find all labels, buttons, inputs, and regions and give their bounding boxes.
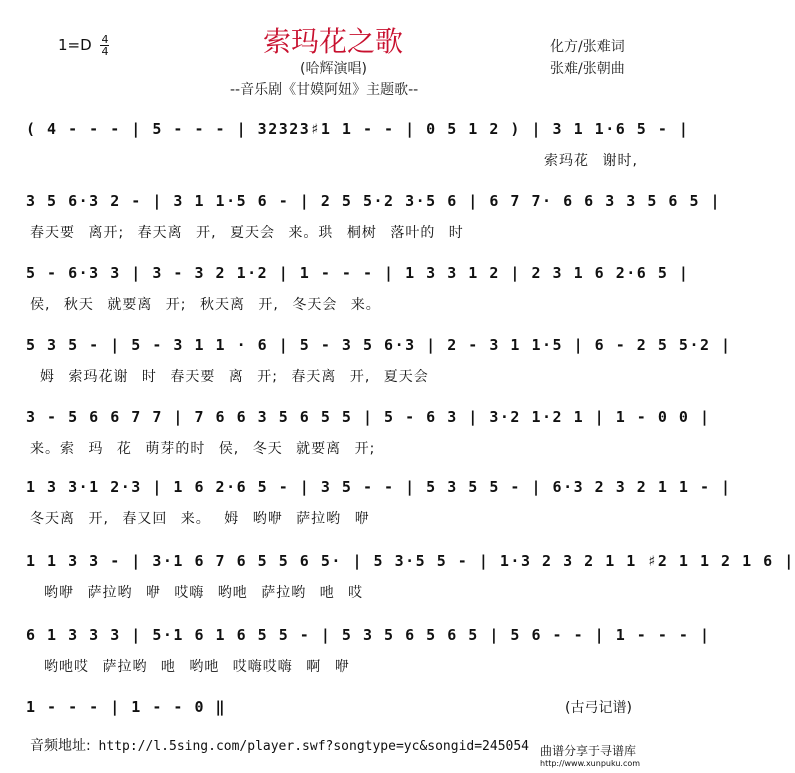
notation-credit: (古弓记谱) (565, 700, 632, 716)
lyrics-line: 侯, 秋天 就要离 开; 秋天离 开, 冬天会 来。 (30, 297, 381, 313)
lyrics-line: 来。索 玛 花 萌芽的时 侯, 冬天 就要离 开; (30, 441, 376, 457)
lyrics-line: 哟吔哎 萨拉哟 吔 哟吔 哎嗨哎嗨 啊 咿 (44, 659, 350, 675)
stamp-url[interactable]: http://www.xunpuku.com (540, 759, 641, 768)
key-signature (58, 34, 109, 57)
audio-link[interactable]: http://l.5sing.com/player.swf?songtype=yc&songid=245054 (98, 739, 530, 754)
lyrics-line: 冬天离 开, 春又回 来。 姆 哟咿 萨拉哟 咿 (30, 511, 370, 527)
time-signature (100, 34, 109, 57)
notes-line: 5 - 6·3 3 | 3 - 3 2 1·2 | 1 - - - | 1 3 3 1 2 | 2 3 1 6 2·6 5 | (26, 264, 690, 282)
notes-line: ( 4 - - - | 5 - - - | 32323♯1 1 - - | 0 5 1 2 ) | 3 1 1·6 5 - | (26, 120, 690, 138)
stamp-title: 曲谱分享于寻谱库 (540, 744, 637, 758)
composer-credit: 张难/张朝曲 (550, 61, 625, 77)
watermark-stamp (536, 742, 644, 768)
lyrics-line: 春天要 离开; 春天离 开, 夏天会 来。珙 桐树 落叶的 时 (30, 225, 464, 241)
notes-line: 1 3 3·1 2·3 | 1 6 2·6 5 - | 3 5 - - | 5 3 5 5 - | 6·3 2 3 2 1 1 - | (26, 478, 732, 496)
lyrics-line: 姆 索玛花谢 时 春天要 离 开; 春天离 开, 夏天会 (40, 369, 429, 385)
audio-address (30, 735, 529, 755)
performer: (哈辉演唱) (300, 61, 367, 77)
time-signature-bottom: 4 (101, 45, 109, 58)
notes-line: 6 1 3 3 3 | 5·1 6 1 6 5 5 - | 5 3 5 6 5 6 5 | 5 6 - - | 1 - - - | (26, 626, 711, 644)
subtitle: --音乐剧《甘嫫阿妞》主题歌-- (230, 82, 419, 98)
key-signature-text: 1=D (58, 36, 92, 54)
notes-line: 3 - 5 6 6 7 7 | 7 6 6 3 5 6 5 5 | 5 - 6 3 | 3·2 1·2 1 | 1 - 0 0 | (26, 408, 711, 426)
lyricist-credit: 化方/张难词 (550, 39, 625, 55)
notes-line: 5 3 5 - | 5 - 3 1 1 · 6 | 5 - 3 5 6·3 | 2 - 3 1 1·5 | 6 - 2 5 5·2 | (26, 336, 732, 354)
song-title: 索玛花之歌 (263, 25, 404, 58)
notes-line: 1 - - - | 1 - - 0 ‖ (26, 698, 227, 716)
notes-line: 3 5 6·3 2 - | 3 1 1·5 6 - | 2 5 5·2 3·5 6 | 6 7 7· 6 6 3 3 5 6 5 | (26, 192, 722, 210)
lyrics-line: 索玛花 谢时, (544, 153, 638, 169)
audio-label: 音频地址: (30, 738, 91, 754)
notes-line: 1 1 3 3 - | 3·1 6 7 6 5 5 6 5· | 5 3·5 5 - | 1·3 2 3 2 1 1 ♯2 1 1 2 1 6 | (26, 552, 795, 570)
time-signature-top: 4 (101, 33, 109, 46)
lyrics-line: 哟咿 萨拉哟 咿 哎嗨 哟吔 萨拉哟 吔 哎 (44, 585, 364, 601)
